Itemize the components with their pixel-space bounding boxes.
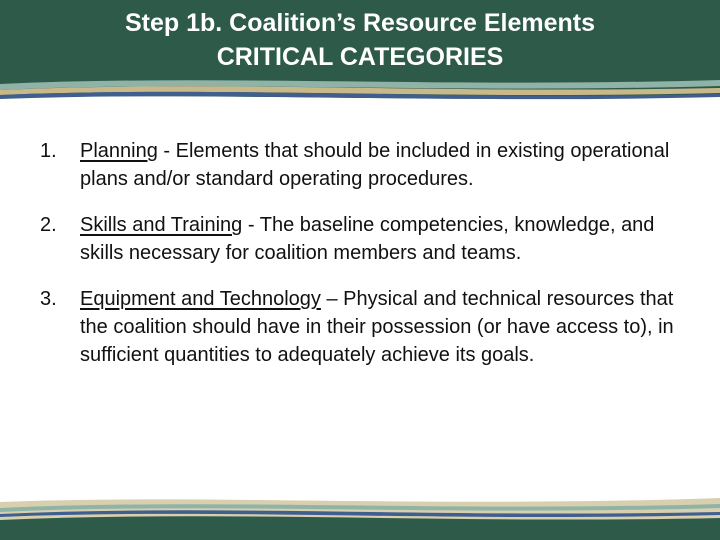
category-item-skills-training [40, 211, 690, 267]
item-term: Skills and Training [80, 214, 243, 236]
item-description: Elements that should be included in existing operational plans and/or standard operating procedures. [80, 140, 670, 190]
footer-decorative-swoosh [0, 488, 720, 540]
item-description: Physical and technical resources that the coalition should have in their possession (or have access to), in sufficient quantities to adequately achieve its goals. [80, 288, 674, 366]
item-number: 3. [40, 288, 57, 310]
slide-title [0, 6, 720, 74]
item-separator: - [242, 214, 260, 236]
item-term: Planning [80, 140, 158, 162]
category-item-planning [40, 137, 690, 193]
categories-list [40, 137, 690, 387]
item-number: 2. [40, 214, 57, 236]
item-number: 1. [40, 140, 57, 162]
item-separator: - [157, 140, 176, 162]
item-description: The baseline competencies, knowledge, and skills necessary for coalition members and teams. [80, 214, 655, 264]
slide-title-line-1: Step 1b. Coalition’s Resource Elements [124, 9, 596, 37]
category-item-equipment-technology [40, 285, 690, 369]
slide-title-line-2: CRITICAL CATEGORIES [216, 43, 504, 71]
item-term: Equipment and Technology [80, 288, 321, 310]
item-separator: – [320, 288, 344, 310]
